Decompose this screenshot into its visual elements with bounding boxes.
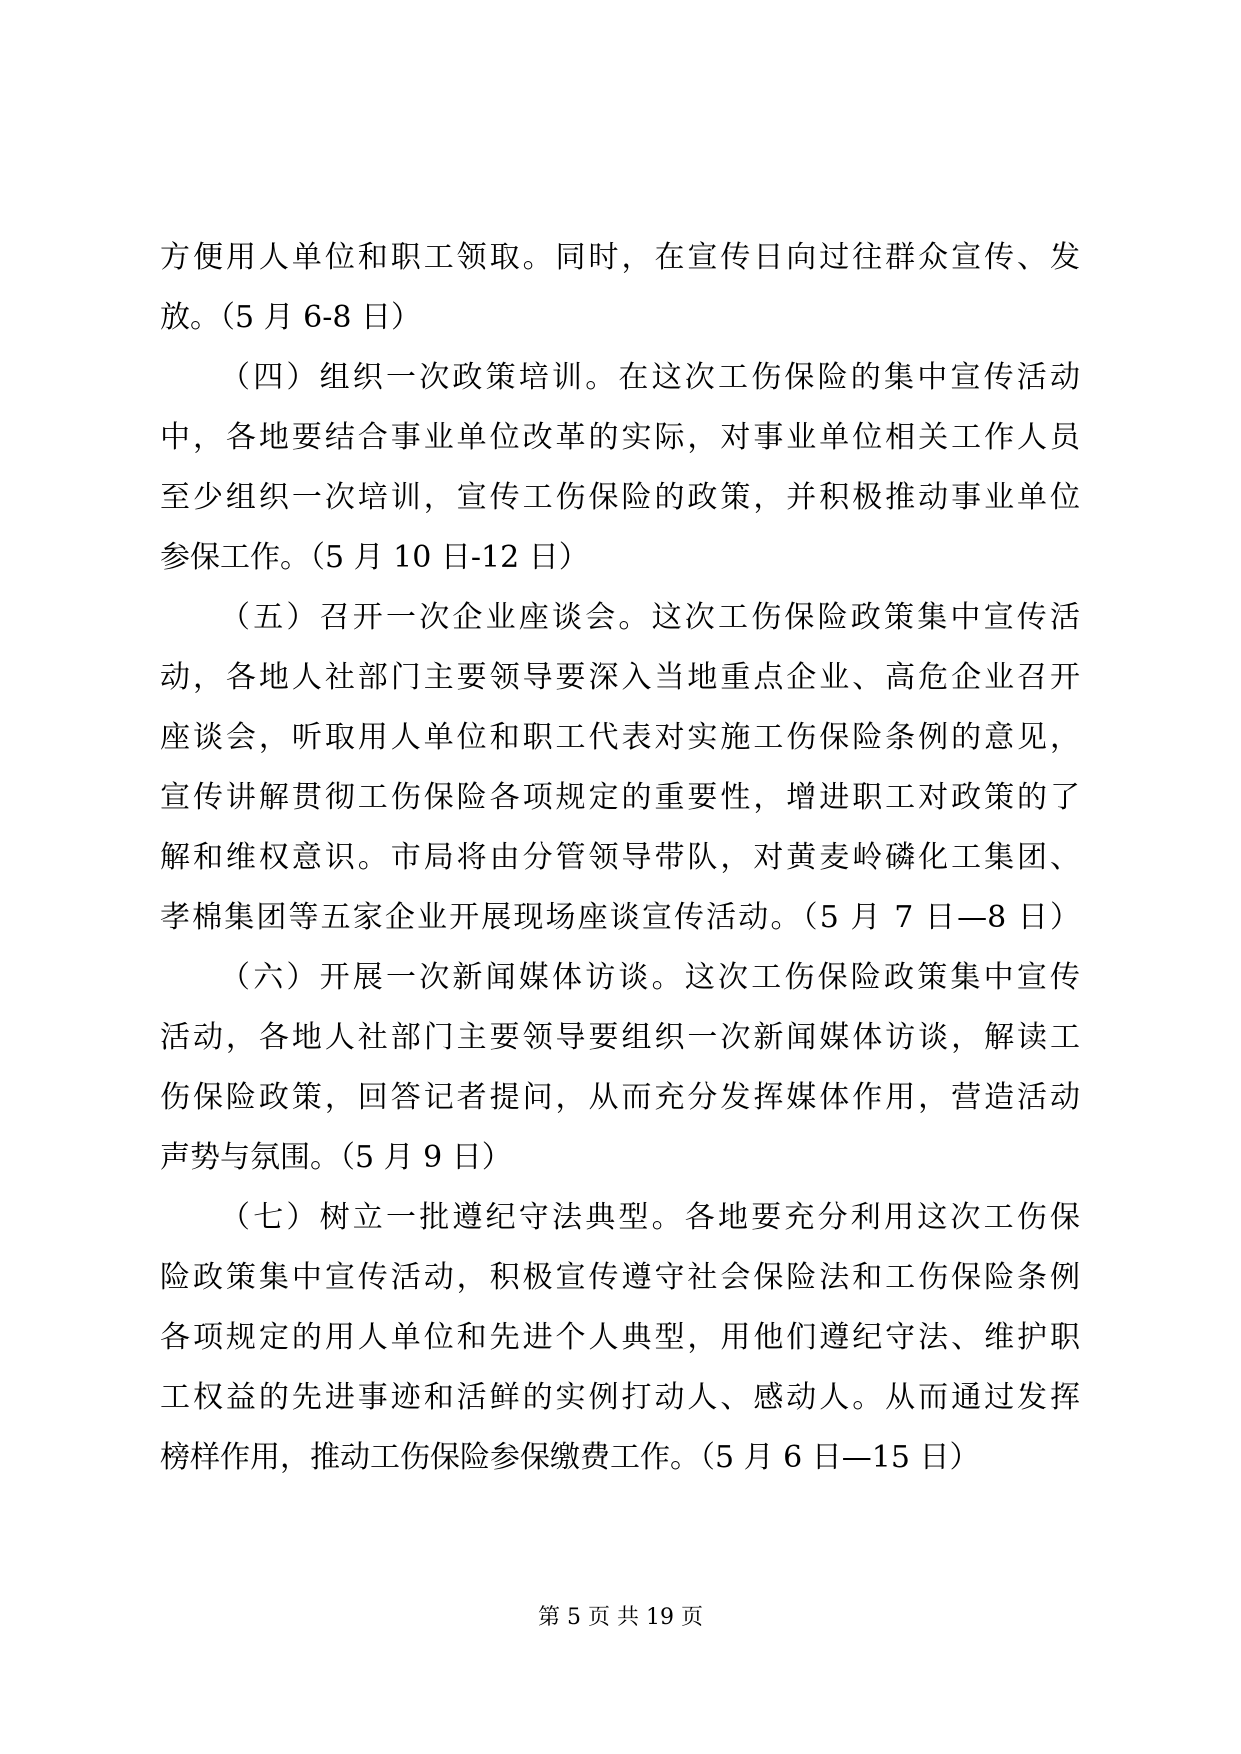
- text-line: 宣传讲解贯彻工伤保险各项规定的重要性，增进职工对政策的了: [160, 780, 1080, 815]
- text-line: 活动，各地人社部门主要领导要组织一次新闻媒体访谈，解读工: [160, 1020, 1080, 1055]
- paragraph-heading-5: （五）召开一次企业座谈会。这次工伤保险政策集中宣传活: [220, 600, 1080, 635]
- text-line: 险政策集中宣传活动，积极宣传遵守社会保险法和工伤保险条例: [160, 1260, 1080, 1295]
- text-line: 榜样作用，推动工伤保险参保缴费工作。（5 月 6 日—15 日）: [160, 1440, 980, 1475]
- paragraph-heading-6: （六）开展一次新闻媒体访谈。这次工伤保险政策集中宣传: [220, 960, 1080, 995]
- text-line: 至少组织一次培训，宣传工伤保险的政策，并积极推动事业单位: [160, 480, 1080, 515]
- text-line: 声势与氛围。（5 月 9 日）: [160, 1140, 512, 1175]
- text-line: 工权益的先进事迹和活鲜的实例打动人、感动人。从而通过发挥: [160, 1380, 1080, 1415]
- text-line: 各项规定的用人单位和先进个人典型，用他们遵纪守法、维护职: [160, 1320, 1080, 1355]
- text-line: 中，各地要结合事业单位改革的实际，对事业单位相关工作人员: [160, 420, 1080, 455]
- text-line: 动，各地人社部门主要领导要深入当地重点企业、高危企业召开: [160, 660, 1080, 695]
- text-line: 解和维权意识。市局将由分管领导带队，对黄麦岭磷化工集团、: [160, 840, 1080, 875]
- paragraph-heading-4: （四）组织一次政策培训。在这次工伤保险的集中宣传活动: [220, 360, 1080, 395]
- text-line: 孝棉集团等五家企业开展现场座谈宣传活动。（5 月 7 日—8 日）: [160, 900, 1080, 935]
- document-body: [160, 228, 1080, 1488]
- page-number-footer: 第 5 页 共 19 页: [538, 1605, 703, 1630]
- text-line: 方便用人单位和职工领取。同时，在宣传日向过往群众宣传、发: [160, 240, 1080, 275]
- paragraph-heading-7: （七）树立一批遵纪守法典型。各地要充分利用这次工伤保: [220, 1200, 1080, 1235]
- text-line: 参保工作。（5 月 10 日-12 日）: [160, 540, 589, 575]
- text-line: 伤保险政策，回答记者提问，从而充分发挥媒体作用，营造活动: [160, 1080, 1080, 1115]
- text-line: 放。（5 月 6-8 日）: [160, 300, 422, 335]
- text-line: 座谈会，听取用人单位和职工代表对实施工伤保险条例的意见，: [160, 720, 1080, 755]
